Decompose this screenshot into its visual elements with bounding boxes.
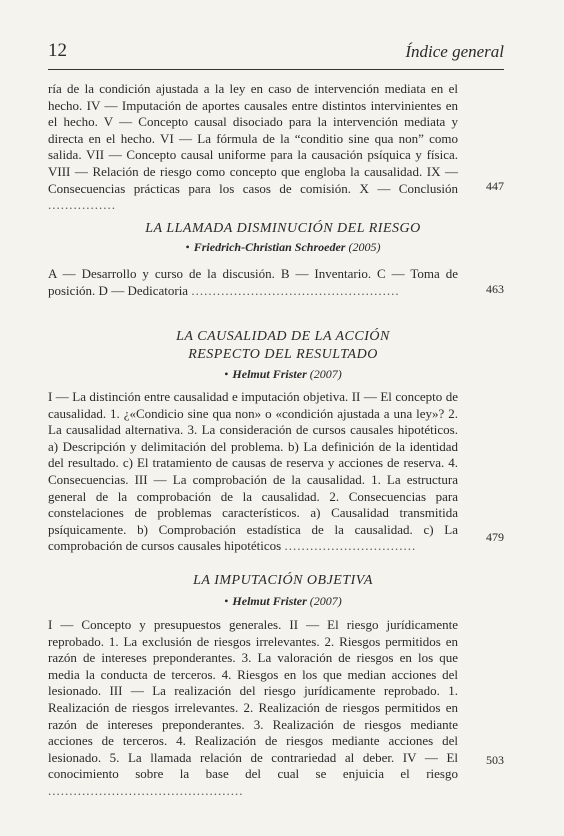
- toc-entry-text: I — La distinción entre causalidad e imputación objetiva. II — El concepto de causalidad. 1. ¿«Condicio sine qua non» o «condición ajustada a una ley»? 2. La causalidad alternativa. 3. La consideración de cursos causales hipotéticos. a) Descripción y delimitación del problema. b) La definición de la identidad del resultado. c) El tratamiento de causas de reserva y acciones de reserva. 4. Consecuencias. III — La comprobación de la causalidad. 1. La estructura general de la comprobación de la causalidad. 2. Consecuencias para constelaciones de problemas característicos. a) Causalidad transmitida psíquicamente. b) Comprobación estadística de la causalidad. c) La comprobación de cursos causales hipotéticos ...............................: [48, 389, 458, 554]
- toc-entry-page: 447: [486, 179, 504, 193]
- section-author: • Helmut Frister (2007): [224, 594, 342, 608]
- toc-entry-page: 463: [486, 282, 504, 296]
- toc-entry-page: 479: [486, 530, 504, 544]
- page-number: 12: [48, 40, 67, 61]
- toc-entry-text: I — Concepto y presupuestos generales. II — El riesgo jurídicamente reprobado. 1. La exclusión de riesgos irrelevantes. 2. Riesgos permitidos en razón de intereses preponderantes. 3. La valoración de riesgos en los que media la conducta de terceros. 4. Riesgos en los que median acciones del lesionado. III — La realización del riesgo jurídicamente reprobado. 1. Realización de riesgos irrelevantes. 2. Realización de riesgos permitidos en razón de intereses preponderantes. 3. Realización de riesgos mediante acciones de terceros. 4. Realización de riesgos mediante acciones del lesionado. 5. La llamada relación de contrariedad al deber. IV — El conocimiento sobre la base del cual se enjuicia el riesgo ..............................................: [48, 617, 458, 798]
- section-title: LA LLAMADA DISMINUCIÓN DEL RIESGO: [145, 221, 421, 236]
- section-title: LA CAUSALIDAD DE LA ACCIÓN RESPECTO DEL RESULTADO: [176, 329, 390, 362]
- toc-entry-page: 503: [486, 753, 504, 767]
- toc-entry-text: A — Desarrollo y curso de la discusión. B — Inventario. C — Toma de posición. D — Dedicatoria .................................................: [48, 266, 458, 298]
- header-rule: [48, 69, 504, 70]
- section-author: • Helmut Frister (2007): [224, 367, 342, 381]
- section-title: LA IMPUTACIÓN OBJETIVA: [193, 573, 373, 588]
- toc-entry-text: ría de la condición ajustada a la ley en caso de intervención mediata en el hecho. IV — Imputación de aportes causales entre distintos intervinientes en el hecho. V — Concepto causal disociado para la intervención mediata y directa en el hecho. VI — La fórmula de la “conditio sine qua non” como salida. VII — Concepto causal uniforme para la causación psíquica y física. VIII — Relación de riesgo como concepto que engloba la causalidad. IX — Consecuencias prácticas para los casos de comisión. X — Conclusión ................: [48, 81, 458, 213]
- section-author: • Friedrich-Christian Schroeder (2005): [185, 240, 381, 254]
- running-title: Índice general: [405, 42, 504, 61]
